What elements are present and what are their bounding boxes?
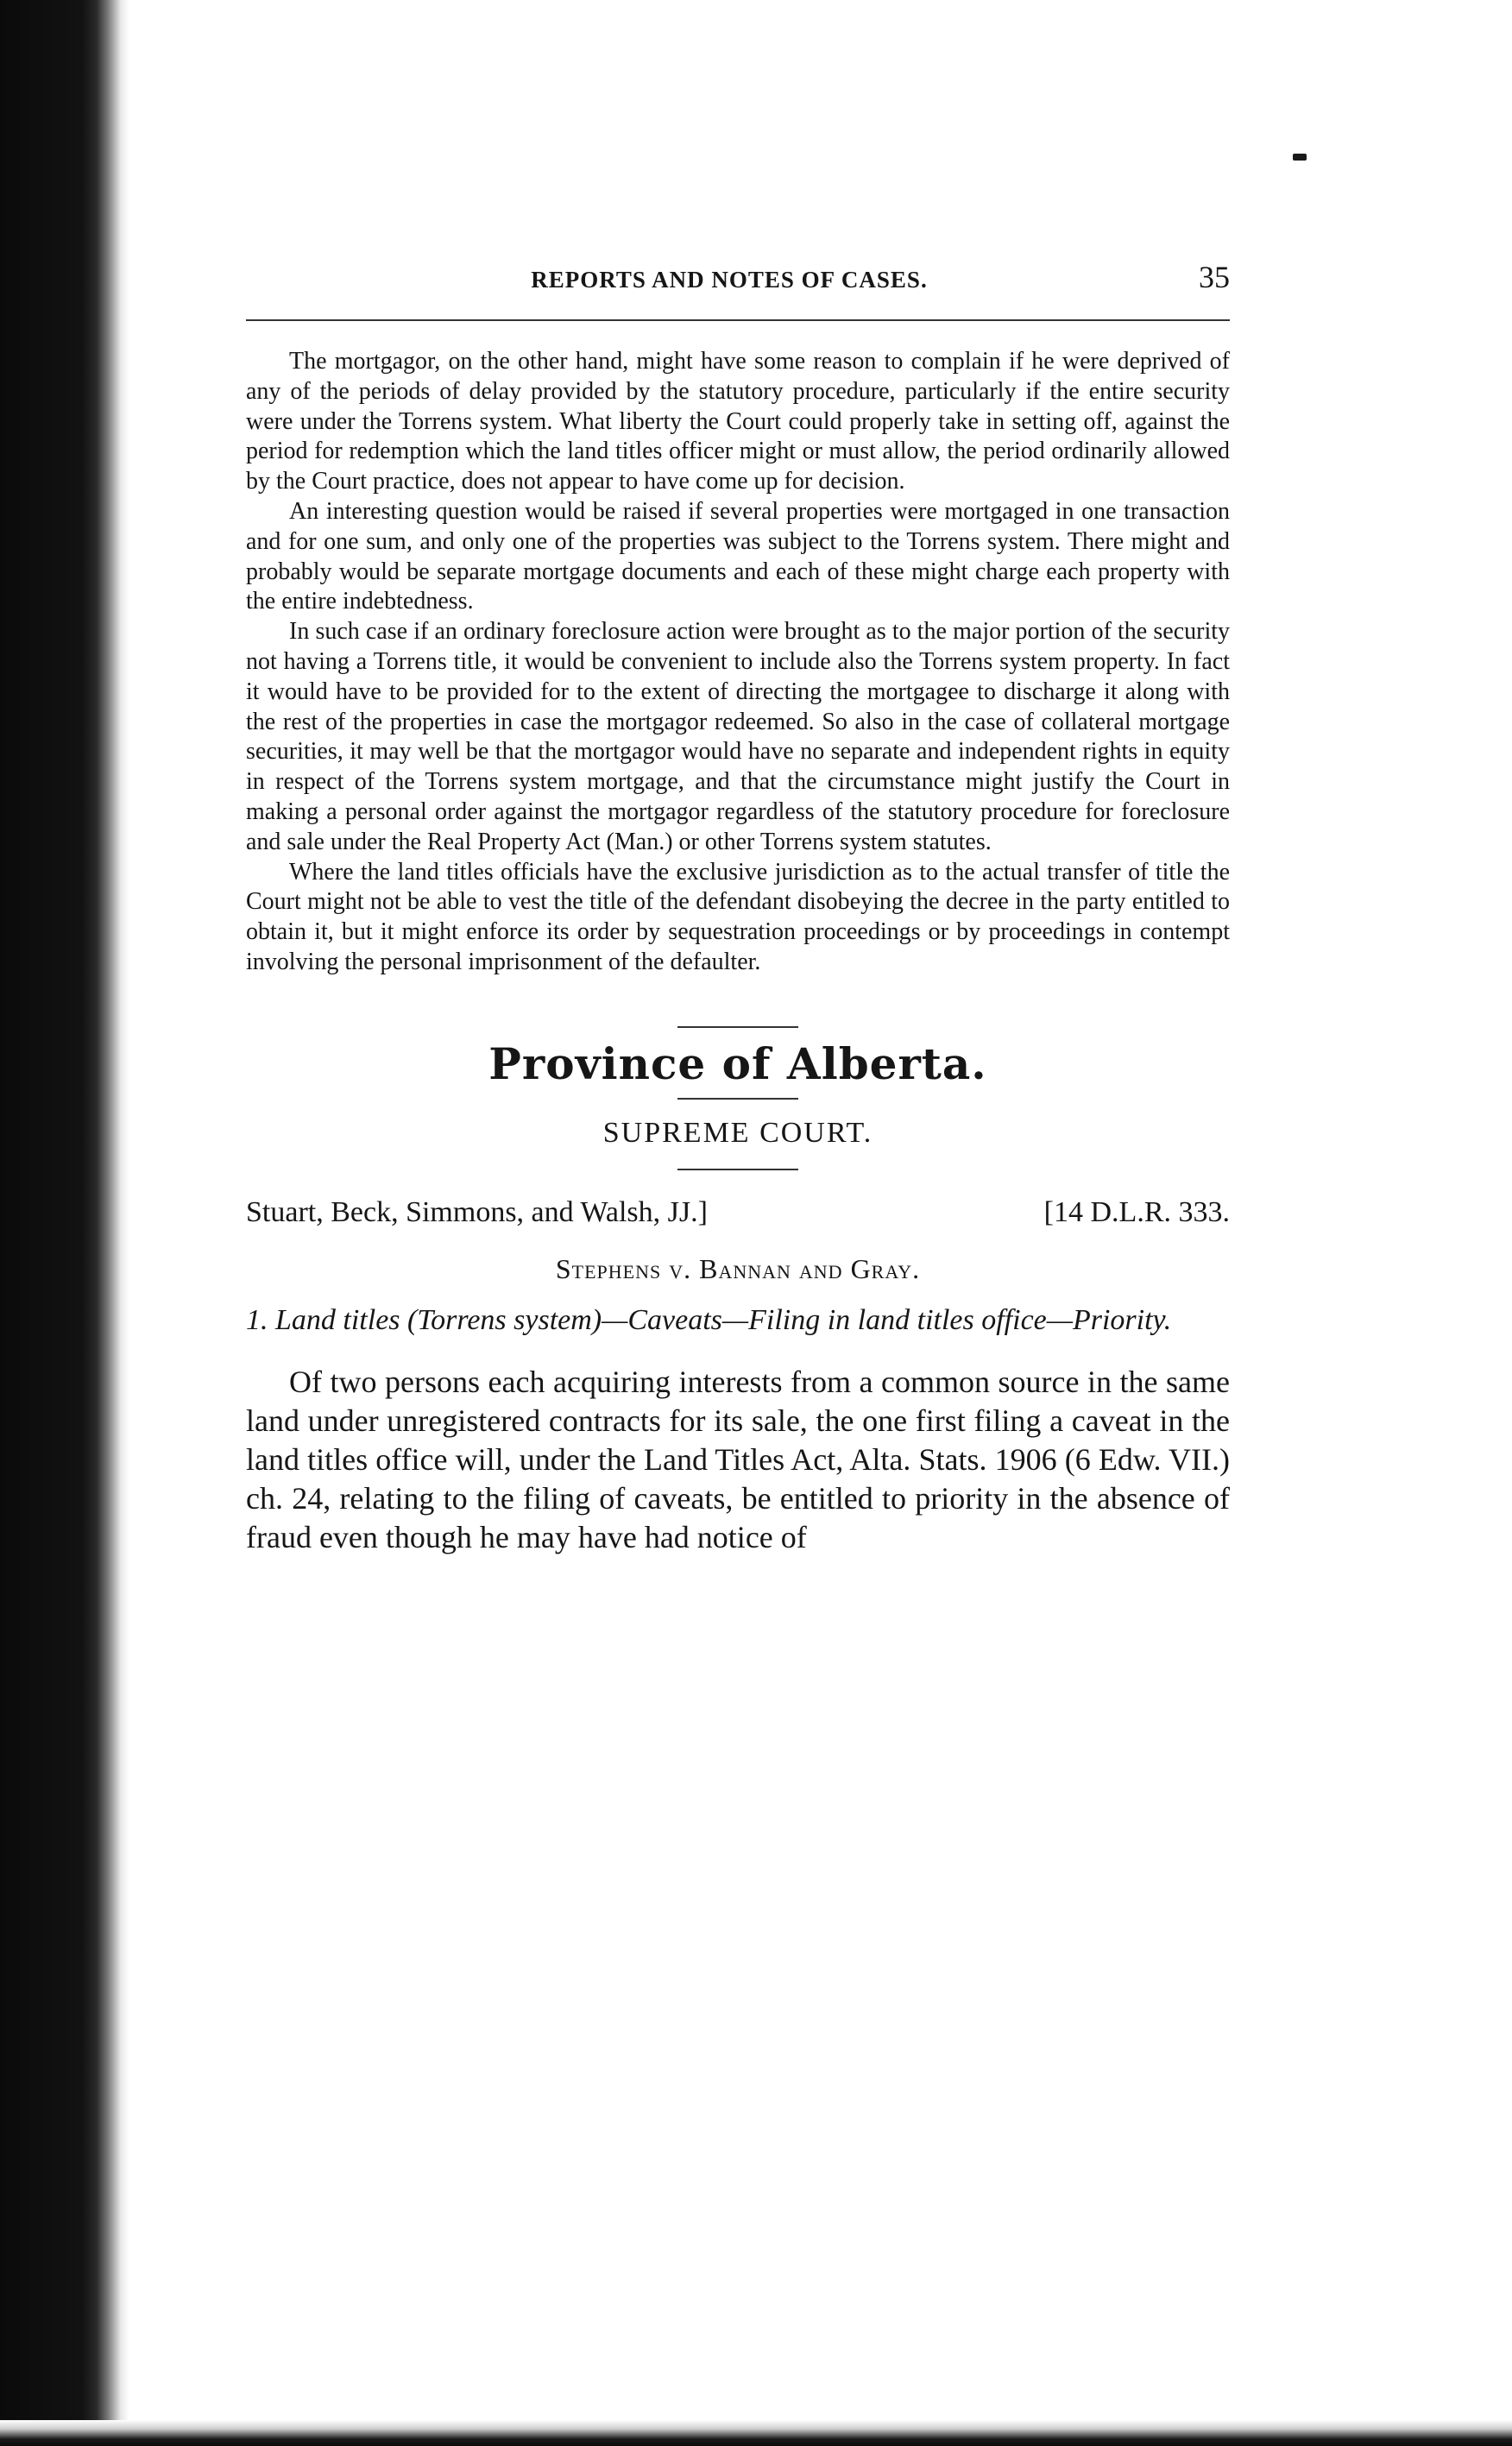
section-rule — [677, 1169, 798, 1170]
running-title: REPORTS AND NOTES OF CASES. — [531, 267, 928, 293]
paragraph: In such case if an ordinary foreclosure action were brought as to the major portion of the security not having a Torrens title, it would be convenient to include also the Torrens system property. In fact it would have to be provided for to the extent of directing the mortgagee to discharge it along with the rest of the properties in case the mortgagor redeemed. So also in the case of collateral mortgage securities, it may well be that the mortgagor would have no separate and independent rights in equity in respect of the Torrens system mortgage, and that the circumstance might justify the Court in making a personal order against the mortgagor regardless of the statutory procedure for foreclosure and sale under the Real Property Act (Man.) or other Torrens system statutes. — [246, 618, 1230, 855]
scan-speck — [1293, 154, 1307, 161]
document-page — [246, 259, 1230, 1557]
judges: Stuart, Beck, Simmons, and Walsh, JJ.] — [246, 1195, 708, 1228]
running-head — [246, 259, 1230, 307]
header-rule — [246, 319, 1230, 321]
page-number: 35 — [1199, 260, 1230, 294]
province-heading: Province of Alberta. — [488, 1037, 987, 1089]
judges-line — [246, 1196, 1230, 1229]
scan-left-edge — [0, 0, 129, 2446]
citation: [14 D.L.R. 333. — [1043, 1195, 1230, 1228]
paragraph: The mortgagor, on the other hand, might have some reason to complain if he were deprived of any of the periods of delay provided by the statutory procedure, particularly if the entire security were under the Torrens system. What liberty the Court could properly take in setting off, against the period for redemption which the land titles officer might or must allow, the period ordinarily allowed by the Court practice, does not appear to have come up for decision. — [246, 348, 1230, 495]
paragraph: An interesting question would be raised if several properties were mortgaged in one transaction and for one sum, and only one of the properties was subject to the Torrens system. There might and probably would be separate mortgage documents and each of these might charge each property with the entire indebtedness. — [246, 497, 1230, 615]
headnote-title: 1. Land titles (Torrens system)—Caveats—Filing in land titles office—Priority. — [246, 1303, 1172, 1336]
section-rule — [677, 1098, 798, 1100]
court-heading: SUPREME COURT. — [602, 1116, 873, 1149]
paragraph: Where the land titles officials have the exclusive jurisdiction as to the actual transfer of title the Court might not be able to vest the title of the defendant disobeying the decree in the party entitled to obtain it, but it might enforce its order by sequestration proceedings or by proceedings in contempt involving the personal imprisonment of the defaulter. — [246, 858, 1230, 975]
section-rule — [677, 1026, 798, 1028]
case-title: Stephens v. Bannan and Gray. — [555, 1252, 921, 1284]
headnote-body: Of two persons each acquiring interests from a common source in the same land under unregistered contracts for its sale, the one first filing a caveat in the land titles office will, under the Land Titles Act, Alta. Stats. 1906 (6 Edw. VII.) ch. 24, relating to the filing of caveats, be entitled to priority in the absence of fraud even though he may have had notice of — [246, 1364, 1230, 1554]
scan-bottom-edge — [0, 2420, 1512, 2446]
